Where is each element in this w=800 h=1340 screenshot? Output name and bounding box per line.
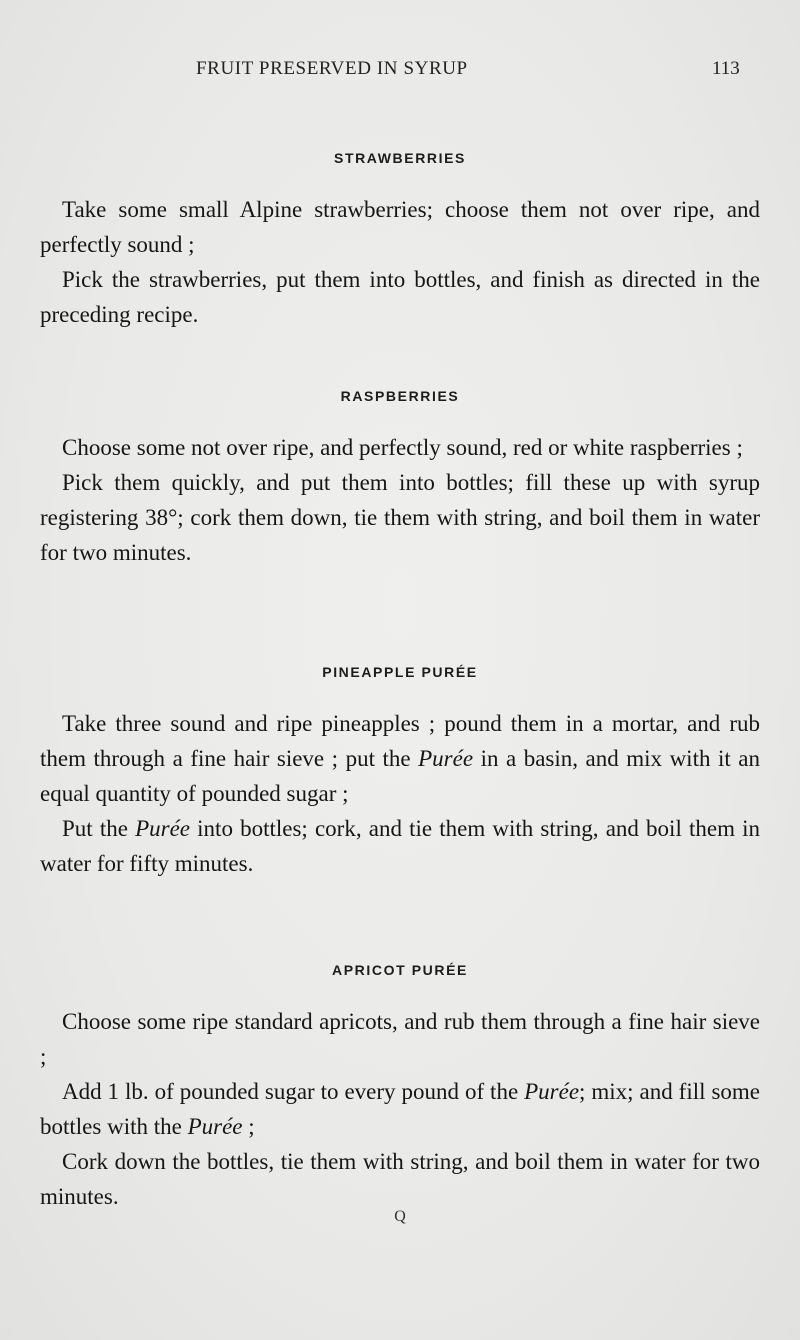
paragraph — [40, 465, 760, 570]
paragraph — [40, 811, 760, 881]
section-raspberries — [40, 386, 760, 570]
italic-term: Purée — [524, 1079, 580, 1104]
paragraph-text: in a basin, and mix with it an equal quantity of pounded sugar ; — [40, 746, 761, 806]
paragraph — [40, 706, 760, 811]
running-head — [0, 58, 800, 88]
paragraph-text: Put the — [62, 816, 136, 841]
section-apricot-puree — [40, 960, 760, 1214]
paragraph — [40, 1074, 760, 1144]
section-strawberries — [40, 148, 760, 332]
italic-term: Purée — [187, 1114, 243, 1139]
section-heading: APRICOT PURÉE — [332, 962, 468, 978]
section-heading: RASPBERRIES — [340, 388, 460, 404]
section-heading: STRAWBERRIES — [334, 150, 466, 166]
italic-term: Purée — [135, 816, 191, 841]
paragraph-text: Cork down the bottles, tie them with string, and boil them in water for two minutes. — [40, 1149, 760, 1209]
paragraph — [40, 192, 760, 262]
paragraph — [40, 262, 760, 332]
paragraph-text: Take some small Alpine strawberries; choose them not over ripe, and perfectly sound ; — [40, 197, 760, 257]
section-heading: PINEAPPLE PURÉE — [322, 664, 478, 680]
paragraph-text: Choose some not over ripe, and perfectly sound, red or white raspberries ; — [62, 435, 743, 460]
paragraph-text: ; — [242, 1114, 255, 1139]
running-title: FRUIT PRESERVED IN SYRUP — [196, 58, 468, 79]
paragraph-text: Pick them quickly, and put them into bottles; fill these up with syrup registering 38°; cork them down, tie them with string, and boil them in water for two minutes. — [40, 470, 760, 565]
italic-term: Purée — [418, 746, 474, 771]
paragraph — [40, 1004, 760, 1074]
paragraph-text: into bottles; cork, and tie them with string, and boil them in water for fifty minutes. — [40, 816, 761, 876]
paragraph-text: Add 1 lb. of pounded sugar to every pound of the — [62, 1079, 525, 1104]
paragraph — [40, 430, 760, 465]
section-pineapple-puree — [40, 662, 760, 881]
paragraph-text: Choose some ripe standard apricots, and rub them through a fine hair sieve ; — [40, 1009, 760, 1069]
page-number: 113 — [712, 58, 740, 79]
paragraph — [40, 1144, 760, 1214]
signature-mark: Q — [394, 1208, 406, 1225]
paragraph-text: Take three sound and ripe pineapples ; pound them in a mortar, and rub them through a fine hair sieve ; put the — [40, 711, 760, 771]
paragraph-text: Pick the strawberries, put them into bottles, and finish as directed in the preceding recipe. — [40, 267, 760, 327]
paragraph-text: ; mix; and fill some bottles with the — [40, 1079, 760, 1139]
